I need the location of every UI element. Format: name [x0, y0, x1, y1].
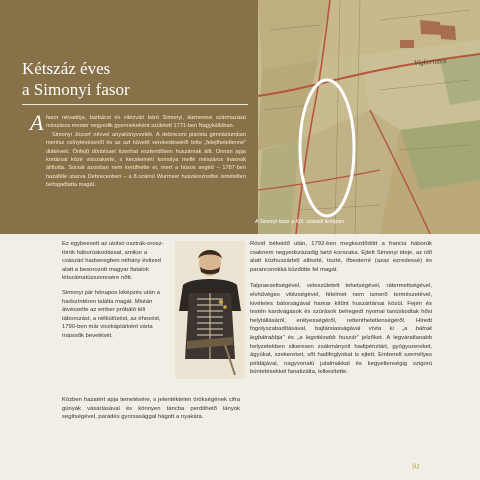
title-line-2: a Simonyi fasor	[22, 80, 130, 99]
page-number: 91	[412, 462, 420, 471]
quote-bravest: „a bátrak legbátrabbja”	[250, 326, 433, 341]
map-street-label: Vígkertutca	[413, 56, 447, 68]
left-paragraph-1: Ez egybeesett az utolsó osztrák-orosz-török háborúskodással, amikor a császári hadseregben néhány évtized alatt a besorozott magyar fiatalok létszámatúzszeresére nőtt.	[62, 241, 164, 282]
left-column	[62, 240, 170, 347]
right-paragraph-2: Talpraesettségével, veleszületett tehetségével, rátermettségével, elvhűvéges vitézségével, félelmet nem ismerő természetével, kivételes bátorságával hamar kitűnt huszártársai közül. Fején és testén kardvágások és szúrások behegedt nyomai tanúskodtak hősi helytállásáról, erélyességéről, rettenthetetlenségéről. Híredt fogolyszabadításával, bajtársiasságával vívta ki „a bátrak legbátrabbja” és „a legvitézebb huszár” jelzőket. A legváratlanabb helyzetekben sikeresen zsákmányolt hadipénztárt, gyógyszereket, ágyúkat, szekereket, sőt hadifoglyokat is ejtett. Emberelt személyes példájával, nagyvonalú jutalmakkal és kegyetlenségig szigorú büntetésekkel fanatizálta, lelkesítette.	[250, 283, 433, 376]
right-paragraph-1: Rövid békeidő után, 1792-ben megkezdődött a francia háborúk csaknem negyedszázadig tartó korszaka. Ejtett Simonyi ideje, az idő alatt közhuszárból altiszté, tiszté, őbesterré (azaz ezredessé) és parancsnokká küzdötte fel magát.	[250, 241, 432, 273]
map-caption: A Simonyi fasor a XIX. századi térképen	[255, 219, 345, 225]
intro-paragraph-1: Afasor névadója, barbácsi és vitézvári báró Simonyi, kismenesi származású mészáros mester negyedik gyermekeként született 1771-ben Nagykállóban.	[30, 110, 246, 135]
header-map-section	[0, 0, 480, 234]
hussar-portrait-drawing	[175, 241, 245, 379]
drop-cap: A	[30, 110, 44, 135]
left-bottom-paragraph: Közben hazatért apja temetésére, s jelentéktelen örökségének cifra gúnyák vásárlásával és könnyen táncba perdíthető lányok segítségével, parádés gyorsasággal hágott a nyakára.	[62, 397, 240, 421]
quote-valiant-hussar: „a legvitézebb huszár”	[297, 334, 359, 341]
portrait-image	[175, 241, 245, 379]
right-column	[250, 240, 432, 385]
title-divider	[22, 104, 248, 105]
intro-text	[30, 110, 246, 190]
left-paragraph-2: Simonyi pár hónapos kiképzés után a hadszíntéren találta magát. Miután átvészelte az ember próbáló téli táborozást, a nélkülözést, az éhezést, 1790-ben már vicekáplárként várta második bevetését.	[62, 289, 161, 339]
intro-paragraph-2: Simonyi József névvel anyakönyvezték. A debreceni piarista gimnáziumban merész csínytevéseiről és az azt követő verekedéseiről tette „felejthetetlenné” diákéveit. Önfejű döntéssel tizenhat esztendősen huszárnak állt. Onnan apja kortársai közé visszakerte, s kecskeméti komolya mellé mészáros inasnak állította. Sorsát azonban nem kerülhette el, mert a húsos segéd – 1787-ben hazáféle utazva Debrecenben – a 8.számú Wurmser huszárezredbe ismételten befogadtatta magát.	[46, 131, 246, 189]
title-line-1: Kétszáz éves	[22, 59, 111, 78]
article-title	[22, 58, 242, 100]
